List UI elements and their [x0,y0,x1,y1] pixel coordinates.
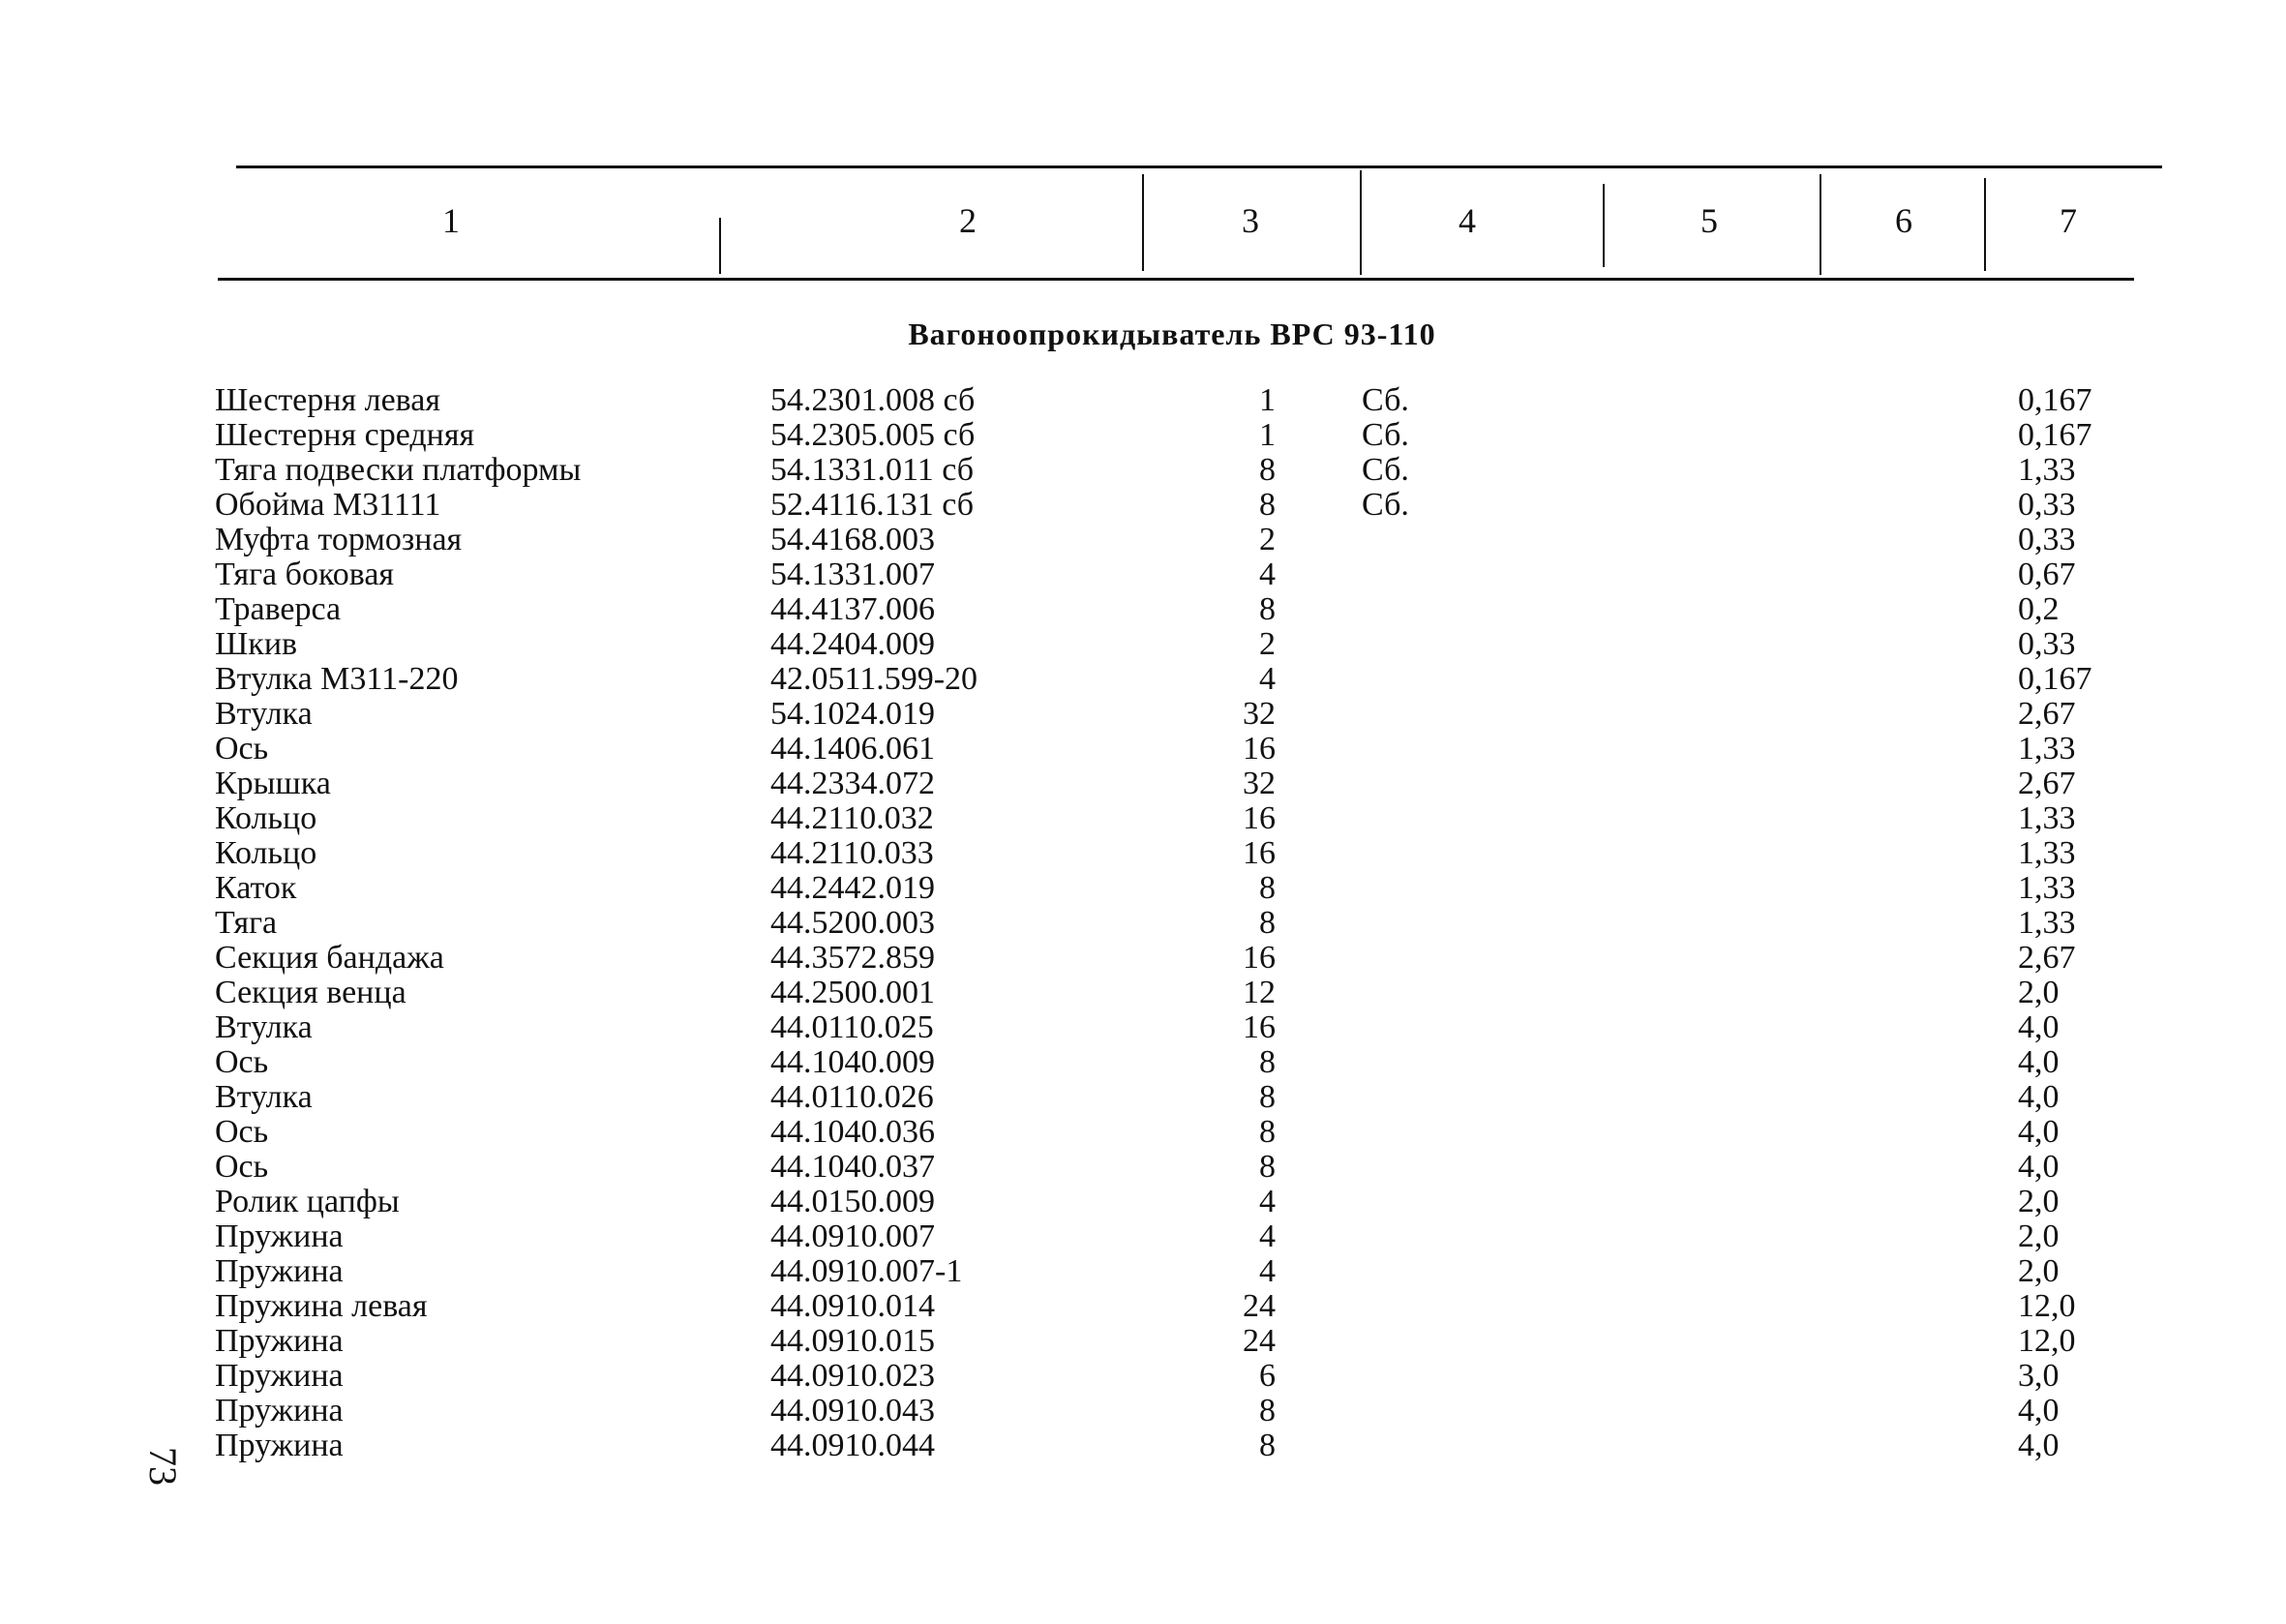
table-row [0,1150,2286,1185]
item-name: Пружина [215,1253,344,1289]
item-name: Кольцо [215,835,317,871]
item-value: 1,33 [2018,905,2076,941]
item-quantity: 4 [1259,1218,1276,1254]
table-row [0,383,2286,418]
item-value: 4,0 [2018,1079,2060,1115]
item-name: Ось [215,1149,269,1185]
item-name: Секция бандажа [215,940,444,976]
table-row [0,976,2286,1010]
table-row [0,732,2286,767]
item-code: 44.0910.007 [770,1218,935,1254]
table-row [0,557,2286,592]
item-code: 54.2301.008 сб [770,382,976,418]
item-value: 12,0 [2018,1288,2076,1324]
item-name: Тяга [215,905,278,941]
item-name: Втулка [215,1009,313,1045]
item-code: 54.2305.005 сб [770,417,976,453]
item-quantity: 16 [1243,800,1276,836]
item-name: Шестерня средняя [215,417,475,453]
item-code: 44.2110.032 [770,800,934,836]
item-quantity: 8 [1259,1079,1276,1115]
item-name: Обойма М31111 [215,487,441,523]
item-value: 4,0 [2018,1149,2060,1185]
column-divider [1984,178,1986,271]
item-name: Пружина [215,1358,344,1394]
table-row [0,906,2286,941]
item-quantity: 8 [1259,591,1276,627]
item-code: 44.0910.015 [770,1323,935,1359]
column-number-3: 3 [1242,201,1259,240]
item-quantity: 24 [1243,1288,1276,1324]
item-code: 44.5200.003 [770,905,935,941]
item-quantity: 4 [1259,661,1276,697]
item-value: 4,0 [2018,1428,2060,1463]
item-type: Сб. [1362,382,1409,418]
item-name: Шкив [215,626,298,662]
item-value: 12,0 [2018,1323,2076,1359]
table-row [0,592,2286,627]
item-quantity: 8 [1259,870,1276,906]
item-quantity: 12 [1243,975,1276,1010]
column-number-6: 6 [1895,201,1912,240]
item-code: 44.0110.026 [770,1079,934,1115]
item-name: Втулка [215,1079,313,1115]
item-quantity: 1 [1259,382,1276,418]
item-quantity: 1 [1259,417,1276,453]
table-row [0,453,2286,488]
table-row [0,1045,2286,1080]
item-name: Втулка [215,696,313,732]
item-quantity: 8 [1259,487,1276,523]
item-value: 2,0 [2018,1253,2060,1289]
item-quantity: 32 [1243,766,1276,801]
item-name: Траверса [215,591,342,627]
item-code: 44.2334.072 [770,766,935,801]
item-value: 0,33 [2018,487,2076,523]
item-value: 0,167 [2018,382,2092,418]
item-value: 1,33 [2018,800,2076,836]
item-value: 2,0 [2018,1184,2060,1219]
item-code: 44.0910.014 [770,1288,935,1324]
item-name: Крышка [215,766,331,801]
item-code: 54.1331.011 сб [770,452,975,488]
item-quantity: 8 [1259,1149,1276,1185]
item-quantity: 8 [1259,905,1276,941]
item-code: 44.1040.036 [770,1114,935,1150]
item-name: Втулка М311-220 [215,661,459,697]
item-value: 4,0 [2018,1044,2060,1080]
table-row [0,871,2286,906]
item-code: 44.1040.037 [770,1149,935,1185]
table-row [0,801,2286,836]
item-quantity: 16 [1243,835,1276,871]
item-name: Пружина [215,1323,344,1359]
item-name: Секция венца [215,975,406,1010]
item-name: Пружина [215,1428,344,1463]
table-row [0,1080,2286,1115]
table-row [0,836,2286,871]
column-divider [1360,170,1362,275]
item-name: Каток [215,870,297,906]
item-value: 2,0 [2018,1218,2060,1254]
item-name: Ось [215,1114,269,1150]
item-quantity: 6 [1259,1358,1276,1394]
column-divider [719,218,721,274]
table-row [0,697,2286,732]
column-number-4: 4 [1459,201,1476,240]
table-row [0,1115,2286,1150]
item-value: 2,67 [2018,696,2076,732]
column-divider [1820,174,1821,275]
item-quantity: 24 [1243,1323,1276,1359]
item-quantity: 8 [1259,1114,1276,1150]
item-code: 44.0910.043 [770,1393,935,1429]
item-value: 1,33 [2018,731,2076,767]
item-name: Пружина [215,1393,344,1429]
item-name: Тяга боковая [215,556,395,592]
item-name: Кольцо [215,800,317,836]
table-row [0,1289,2286,1324]
page-number: 73 [141,1447,185,1486]
header-bottom-rule [218,278,2134,281]
item-code: 44.0150.009 [770,1184,935,1219]
item-code: 44.0910.023 [770,1358,935,1394]
item-code: 54.1024.019 [770,696,935,732]
item-code: 44.2110.033 [770,835,934,871]
table-row [0,523,2286,557]
item-quantity: 4 [1259,556,1276,592]
item-code: 44.2500.001 [770,975,935,1010]
item-value: 4,0 [2018,1114,2060,1150]
table-row [0,1394,2286,1429]
item-name: Шестерня левая [215,382,441,418]
item-value: 0,2 [2018,591,2060,627]
table-top-rule [236,165,2162,168]
item-type: Сб. [1362,417,1409,453]
item-quantity: 8 [1259,1044,1276,1080]
item-code: 44.1406.061 [770,731,935,767]
item-code: 44.2442.019 [770,870,935,906]
table-body [0,383,2286,1463]
column-number-2: 2 [959,201,977,240]
item-name: Пружина [215,1218,344,1254]
table-row [0,1219,2286,1254]
item-name: Тяга подвески платформы [215,452,582,488]
table-row [0,1185,2286,1219]
item-quantity: 16 [1243,940,1276,976]
item-value: 2,0 [2018,975,2060,1010]
column-number-1: 1 [442,201,460,240]
table-row [0,1324,2286,1359]
item-value: 2,67 [2018,766,2076,801]
item-code: 44.1040.009 [770,1044,935,1080]
item-quantity: 8 [1259,452,1276,488]
table-row [0,1429,2286,1463]
item-value: 0,33 [2018,522,2076,557]
table-row [0,1010,2286,1045]
item-name: Пружина левая [215,1288,428,1324]
column-number-7: 7 [2060,201,2077,240]
item-value: 1,33 [2018,835,2076,871]
item-code: 44.3572.859 [770,940,935,976]
item-code: 42.0511.599-20 [770,661,978,697]
item-value: 0,167 [2018,417,2092,453]
table-row [0,662,2286,697]
item-code: 44.0910.007-1 [770,1253,963,1289]
item-quantity: 16 [1243,731,1276,767]
column-number-5: 5 [1700,201,1718,240]
item-value: 0,67 [2018,556,2076,592]
item-quantity: 16 [1243,1009,1276,1045]
item-code: 44.4137.006 [770,591,935,627]
table-row [0,1359,2286,1394]
column-divider [1142,174,1144,271]
item-quantity: 2 [1259,626,1276,662]
item-name: Муфта тормозная [215,522,463,557]
item-value: 0,167 [2018,661,2092,697]
item-name: Ролик цапфы [215,1184,400,1219]
item-code: 54.4168.003 [770,522,935,557]
item-quantity: 8 [1259,1428,1276,1463]
item-name: Ось [215,731,269,767]
item-code: 52.4116.131 сб [770,487,975,523]
item-name: Ось [215,1044,269,1080]
item-quantity: 8 [1259,1393,1276,1429]
table-row [0,418,2286,453]
item-type: Сб. [1362,487,1409,523]
item-type: Сб. [1362,452,1409,488]
item-quantity: 4 [1259,1253,1276,1289]
table-row [0,627,2286,662]
item-code: 44.0910.044 [770,1428,935,1463]
item-code: 44.2404.009 [770,626,935,662]
item-quantity: 4 [1259,1184,1276,1219]
item-value: 4,0 [2018,1393,2060,1429]
item-value: 2,67 [2018,940,2076,976]
item-quantity: 32 [1243,696,1276,732]
table-row [0,488,2286,523]
item-quantity: 2 [1259,522,1276,557]
table-row [0,941,2286,976]
item-value: 0,33 [2018,626,2076,662]
item-code: 54.1331.007 [770,556,935,592]
section-title: Вагоноопрокидыватель ВРС 93-110 [908,316,1436,351]
item-value: 1,33 [2018,870,2076,906]
table-row [0,767,2286,801]
column-divider [1603,184,1605,267]
item-value: 4,0 [2018,1009,2060,1045]
item-value: 1,33 [2018,452,2076,488]
item-code: 44.0110.025 [770,1009,934,1045]
table-row [0,1254,2286,1289]
item-value: 3,0 [2018,1358,2060,1394]
